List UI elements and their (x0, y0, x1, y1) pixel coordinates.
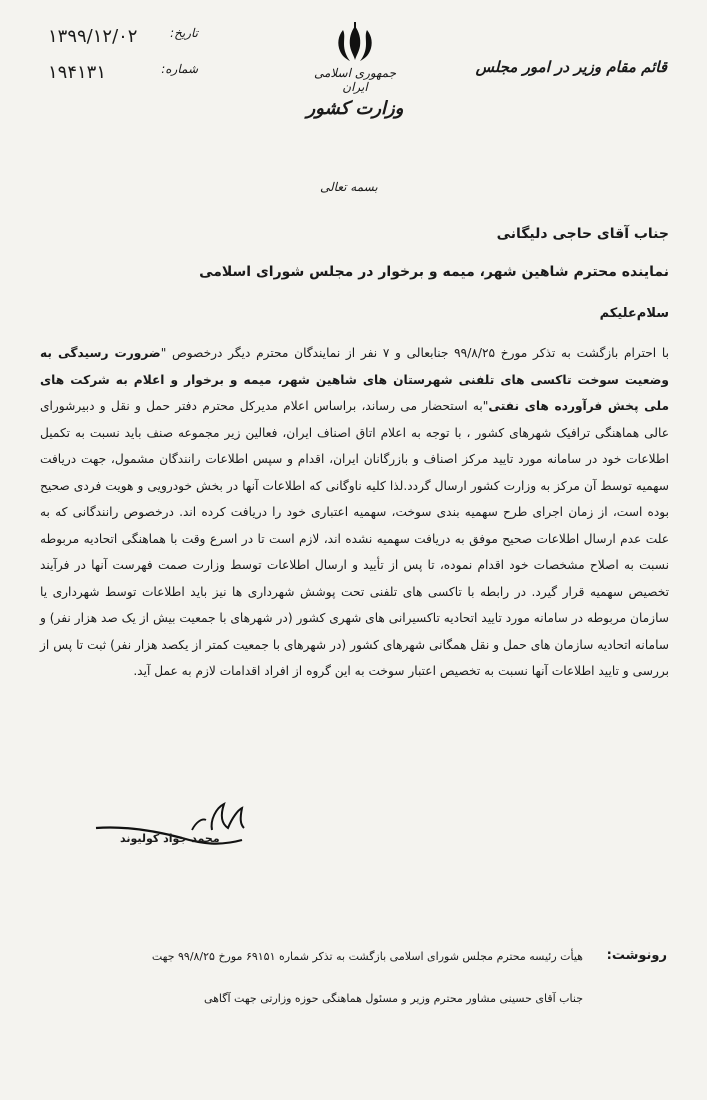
ministry-title: وزارت کشور (306, 98, 404, 119)
cc-item: جناب آقای حسینی مشاور محترم وزیر و مسئول هماهنگی حوزه وزارتی جهت آگاهی (203, 992, 583, 1005)
cc-label: رونوشت: (606, 948, 667, 963)
number-value: ۱۹۴۱۳۱ (48, 62, 107, 83)
body-main: "به استحضار می رساند، براساس اعلام مدیرکل محترم دفتر حمل و نقل و دبیرشورای عالی هماهنگی ترافیک شهرهای کشور ، با توجه به اعلام اتاق اصناف ایران، فعالین زیر مجموعه صنف باید نسبت به تکمیل اطلاعات خود در سامانه مورد تایید مرکز اصناف و بازرگانان ایران، اقدام و سپس اطلاعات رانندگان مشمول، جهت دریافت سهمیه توسط آن مرکز به وزارت کشور ارسال گردد.لذا کلیه ناوگانی که اطلاعات آنها در بخش خودرویی و هویت فردی صحیح بوده است، از زمان اجرای طرح سهمیه بندی سوخت، سهمیه اعتباری خود را دریافت کرده اند. درخصوص رانندگانی که به علت عدم ارسال اطلاعات صحیح موفق به دریافت سهمیه نشده اند، لازم است تا در اسرع وقت با هماهنگی اتحادیه مربوطه نسبت به اصلاح مشخصات خود اقدام نموده، تا پس از تأیید و ارسال اطلاعات توسط وزارت صمت فهرست آنها در فرآیند تخصیص سهمیه قرار گیرد. در رابطه با تاکسی های تلفنی تحت پوشش شهرداری ها نیز باید اطلاعات توسط شهرداری یا سازمان مربوطه در سامانه مورد تایید اتحادیه تاکسیرانی های شهری کشور (در شهرهای با جمعیت بیش از یک صد هزار نفر) و سامانه اتحادیه سازمان های حمل و نقل همگانی شهرهای کشور (در شهرهای با جمعیت کمتر از یکصد هزار نفر) ثبت تا پس از بررسی و تایید اطلاعات آنها نسبت به تخصیص اعتبار سوخت به این گروه از افراد اقدامات لازم به عمل آید. (40, 399, 669, 678)
cc-item: هیأت رئیسه محترم مجلس شورای اسلامی بازگشت به تذکر شماره ۶۹۱۵۱ مورخ ۹۹/۸/۲۵ جهت (151, 950, 583, 963)
letter-meta (48, 22, 198, 94)
ministry-emblem-block (300, 22, 410, 119)
republic-title: جمهوری اسلامی ایران (313, 66, 397, 94)
date-label: تاریخ: (170, 26, 198, 40)
date-value: ۱۳۹۹/۱۲/۰۲ (48, 26, 138, 47)
bismillah: بسمه تعالی (320, 180, 378, 194)
recipient-role: نماینده محترم شاهین شهر، میمه و برخوار در مجلس شورای اسلامی (199, 264, 669, 280)
signature-mark (92, 800, 262, 860)
signer-name: محمد جواد کولیوند (120, 832, 220, 845)
recipient-name: جناب آقای حاجی دلیگانی (496, 226, 669, 242)
body-subject: ضرورت رسیدگی به وضعیت سوخت تاکسی های تلفنی شهرستان های شاهین شهر، میمه و برخوار و اعلام به شرکت های ملی پخش فرآورده های نفتی (40, 346, 670, 413)
body-intro: با احترام بازگشت به تذکر مورخ ۹۹/۸/۲۵ جنابعالی و ۷ نفر از نمایندگان محترم دیگر درخصوص " (160, 346, 669, 360)
deputy-title: قائم مقام وزیر در امور مجلس (475, 58, 667, 76)
number-label: شماره: (161, 62, 198, 76)
number-row (48, 58, 198, 94)
date-row (48, 22, 198, 58)
iran-emblem-icon (333, 22, 377, 64)
letter-body (40, 340, 669, 685)
greeting: سلام‌علیکم (599, 306, 669, 321)
